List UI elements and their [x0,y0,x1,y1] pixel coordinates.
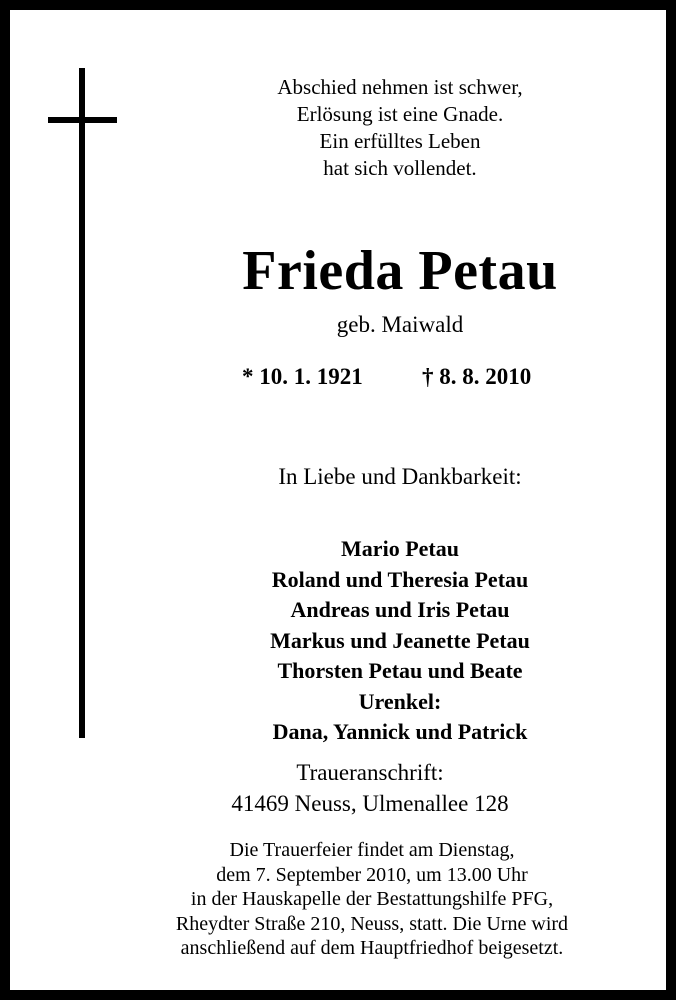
birth-name: geb. Maiwald [336,312,464,337]
birth-date: * 10. 1. 1921 [242,364,363,389]
great-grandchildren-label: Urenkel: [358,688,442,714]
death-date: † 8. 8. 2010 [422,364,532,389]
mourners-intro: In Liebe und Dankbarkeit: [278,464,522,489]
service-line: in der Hauskapelle der Bestattungshilfe PFG, [190,888,554,910]
service-details [10,838,676,961]
mourner-name: Markus und Jeanette Petau [270,627,530,653]
motto-line: hat sich vollendet. [323,156,477,180]
cross-icon [79,68,85,738]
motto-line: Ein erfülltes Leben [319,129,481,153]
mourners-list [120,534,676,748]
service-line: dem 7. September 2010, um 13.00 Uhr [216,863,528,886]
mourner-name: Dana, Yannick und Patrick [272,719,528,744]
deceased-name: Frieda Petau [242,240,558,302]
mourner-name: Thorsten Petau und Beate [277,658,523,683]
motto [120,74,676,182]
cross-icon-bar [48,117,117,123]
mourner-name: Roland und Theresia Petau [271,566,529,592]
mourner-name: Andreas und Iris Petau [290,597,510,622]
motto-line: Abschied nehmen ist schwer, [277,75,523,99]
motto-line: Erlösung ist eine Gnade. [296,102,504,126]
service-line: anschließend auf dem Hauptfriedhof beigesetzt. [180,937,564,959]
address-value: 41469 Neuss, Ulmenallee 128 [231,791,509,816]
life-dates [10,364,676,394]
mourner-name: Mario Petau [341,536,459,561]
service-line: Die Trauerfeier findet am Dienstag, [229,839,515,861]
address-label: Traueranschrift: [296,760,444,785]
service-line: Rheydter Straße 210, Neuss, statt. Die Urne wird [175,912,569,935]
